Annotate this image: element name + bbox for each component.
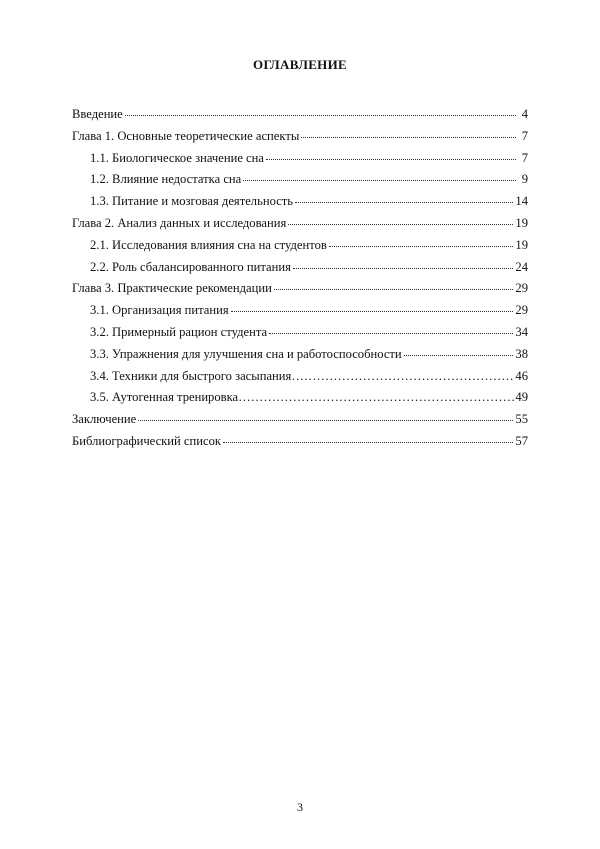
toc-entry-label: 3.5. Аутогенная тренировка <box>90 390 239 405</box>
toc-dot-leader <box>266 158 516 160</box>
toc-entry-label: 3.2. Примерный рацион студента <box>90 324 268 339</box>
toc-entry-page: 38 <box>515 346 528 361</box>
toc-entry-label: 2.2. Роль сбалансированного питания <box>90 259 291 274</box>
toc-entry-page: 29 <box>515 303 528 318</box>
toc-entry-page: 4 <box>521 107 528 121</box>
toc-entry-page: 9 <box>521 172 528 187</box>
toc-dot-leader <box>125 114 516 116</box>
toc-entry-page: 24 <box>515 259 528 274</box>
toc-entry-label: Заключение <box>72 412 137 427</box>
toc-entry[interactable] <box>72 431 528 453</box>
toc-entry[interactable] <box>72 409 528 431</box>
toc-entry[interactable] <box>72 213 528 235</box>
toc-entry[interactable] <box>72 387 528 409</box>
toc-entry-label: 3.1. Организация питания <box>90 303 229 318</box>
toc-entry-page: 19 <box>515 215 528 230</box>
toc-dot-leader <box>329 245 514 247</box>
toc-entry[interactable] <box>72 366 528 388</box>
toc-entry-page: 19 <box>515 237 528 252</box>
toc-entry[interactable] <box>72 191 528 213</box>
toc-entry[interactable] <box>72 235 528 257</box>
toc-entry-label: 1.2. Влияние недостатка сна <box>90 172 242 187</box>
toc-entry-page: 29 <box>515 281 528 296</box>
toc-entry[interactable] <box>72 169 528 191</box>
toc-dot-leader <box>138 419 513 421</box>
table-of-contents <box>72 104 528 453</box>
page-number: 3 <box>297 800 303 814</box>
toc-entry[interactable] <box>72 278 528 300</box>
toc-dot-leader <box>288 223 513 225</box>
toc-dot-leader <box>223 441 513 443</box>
toc-entry-label: Глава 1. Основные теоретические аспекты <box>72 128 300 143</box>
toc-entry-label: 3.4. Техники для быстрого засыпания <box>90 368 292 383</box>
toc-entry[interactable] <box>72 104 528 126</box>
toc-entry-label: Библиографический список <box>72 433 221 448</box>
toc-entry-label: 1.1. Биологическое значение сна <box>90 150 264 165</box>
toc-entry-page: 34 <box>515 324 528 339</box>
toc-entry-page: 55 <box>515 412 528 427</box>
toc-entry[interactable] <box>72 322 528 344</box>
toc-dot-leader <box>301 136 516 138</box>
toc-entry[interactable] <box>72 126 528 148</box>
toc-entry-label: Глава 3. Практические рекомендации <box>72 281 272 296</box>
toc-entry-page: 57 <box>515 433 528 448</box>
toc-entry[interactable] <box>72 148 528 170</box>
toc-entry-page: 46 <box>515 368 528 383</box>
toc-dot-leader <box>404 354 514 356</box>
toc-entry[interactable] <box>72 344 528 366</box>
toc-entry-page: 49 <box>515 390 528 405</box>
toc-dot-leader <box>293 267 514 269</box>
toc-dot-leader <box>269 332 513 334</box>
toc-entry-label: 2.1. Исследования влияния сна на студентов <box>90 237 327 252</box>
toc-entry[interactable] <box>72 257 528 279</box>
toc-entry-page: 7 <box>521 128 528 143</box>
toc-dot-leader <box>238 387 515 409</box>
toc-entry-page: 14 <box>515 194 528 209</box>
toc-dot-leader <box>291 366 515 388</box>
toc-dot-leader <box>231 310 514 312</box>
toc-entry[interactable] <box>72 300 528 322</box>
toc-dot-leader <box>243 179 516 181</box>
toc-entry-label: Введение <box>72 107 123 121</box>
toc-entry-page: 7 <box>521 150 528 165</box>
toc-entry-label: Глава 2. Анализ данных и исследования <box>72 215 287 230</box>
toc-dot-leader <box>274 288 514 290</box>
toc-dot-leader <box>295 201 513 203</box>
toc-entry-label: 3.3. Упражнения для улучшения сна и работоспособности <box>90 346 402 361</box>
toc-entry-label: 1.3. Питание и мозговая деятельность <box>90 194 294 209</box>
page-title: ОГЛАВЛЕНИЕ <box>253 57 347 72</box>
